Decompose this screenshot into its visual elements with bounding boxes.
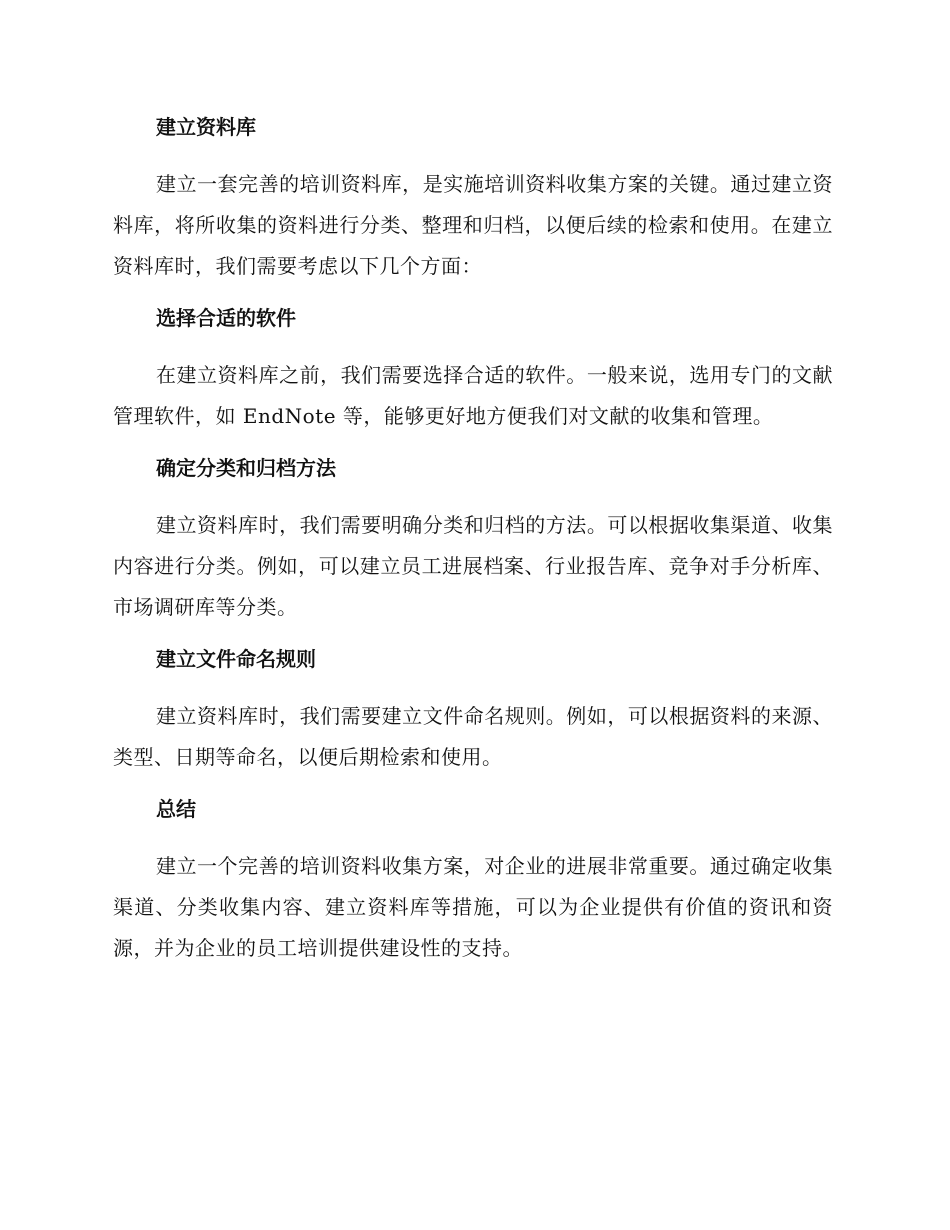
section-paragraph-classification: 建立资料库时，我们需要明确分类和归档的方法。可以根据收集渠道、收集内容进行分类。例如，可以建立员工进展档案、行业报告库、竞争对手分析库、市场调研库等分类。 — [113, 513, 833, 619]
section-paragraph-choose-software: 在建立资料库之前，我们需要选择合适的软件。一般来说，选用专门的文献管理软件，如 EndNote 等，能够更好地方便我们对文献的收集和管理。 — [113, 363, 833, 428]
spacer — [113, 144, 833, 164]
section-heading-classification: 确定分类和归档方法 — [156, 456, 336, 480]
spacer — [113, 437, 833, 451]
spacer — [113, 778, 833, 792]
spacer — [113, 335, 833, 355]
section-paragraph-naming-rules: 建立资料库时，我们需要建立文件命名规则。例如，可以根据资料的来源、类型、日期等命名，以便后期检索和使用。 — [113, 704, 833, 769]
spacer — [113, 676, 833, 696]
spacer — [113, 485, 833, 505]
section-heading-naming-rules: 建立文件命名规则 — [156, 647, 316, 671]
section-paragraph-summary: 建立一个完善的培训资料收集方案，对企业的进展非常重要。通过确定收集渠道、分类收集内容、建立资料库等措施，可以为企业提供有价值的资讯和资源，并为企业的员工培训提供建设性的支持。 — [113, 854, 833, 960]
spacer — [113, 826, 833, 846]
document-body — [113, 110, 833, 969]
section-heading-build-library: 建立资料库 — [156, 115, 256, 139]
spacer — [113, 628, 833, 642]
spacer — [113, 287, 833, 301]
section-paragraph-build-library: 建立一套完善的培训资料库，是实施培训资料收集方案的关键。通过建立资料库，将所收集的资料进行分类、整理和归档，以便后续的检索和使用。在建立资料库时，我们需要考虑以下几个方面： — [113, 172, 833, 278]
section-heading-choose-software: 选择合适的软件 — [156, 306, 296, 330]
section-heading-summary: 总结 — [156, 797, 196, 821]
